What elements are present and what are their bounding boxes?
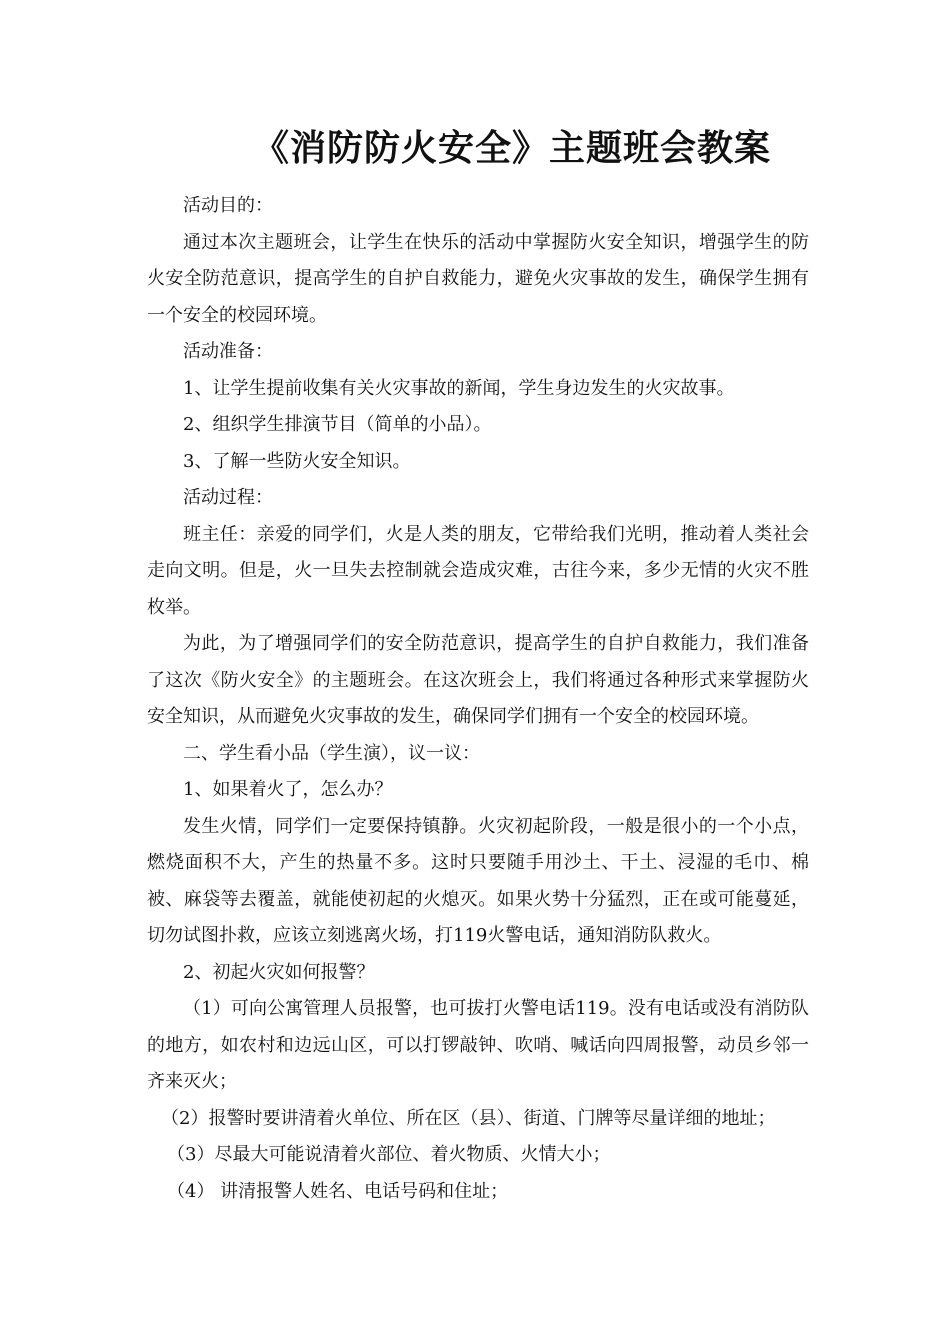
- paragraph: （3）尽最大可能说清着火部位、着火物质、火情大小；: [167, 1144, 611, 1165]
- document-title: 《消防防火安全》主题班会教案: [252, 128, 771, 169]
- paragraph: 2、组织学生排演节目（简单的小品）。: [183, 414, 492, 435]
- paragraph: 活动准备：: [183, 341, 273, 362]
- paragraph: 活动过程：: [183, 487, 273, 508]
- paragraph: 发生火情，同学们一定要保持镇静。火灾初起阶段，一般是很小的一个小点，燃烧面积不大，产生的热量不多。这时只要随手用沙土、干土、浸湿的毛巾、棉被、麻袋等去覆盖，就能使初起的火熄灭。如果火势十分猛烈，正在或可能蔓延，切勿试图扑救，应该立刻逃离火场，打119火警电话，通知消防队救火。: [147, 815, 809, 946]
- paragraph: 1、如果着火了，怎么办？: [183, 779, 393, 800]
- document-body: [147, 188, 809, 1210]
- paragraph: 为此，为了增强同学们的安全防范意识，提高学生的自护自救能力，我们准备了这次《防火安全》的主题班会。在这次班会上，我们将通过各种形式来掌握防火安全知识，从而避免火灾事故的发生，确保同学们拥有一个安全的校园环境。: [147, 633, 809, 727]
- paragraph: （1）可向公寓管理人员报警，也可拔打火警电话119。没有电话或没有消防队的地方，如农村和边远山区，可以打锣敲钟、吹哨、喊话向四周报警，动员乡邻一齐来灭火；: [147, 998, 809, 1092]
- paragraph: 通过本次主题班会，让学生在快乐的活动中掌握防火安全知识，增强学生的防火安全防范意识，提高学生的自护自救能力，避免火灾事故的发生，确保学生拥有一个安全的校园环境。: [147, 231, 809, 326]
- paragraph: 班主任：亲爱的同学们，火是人类的朋友，它带给我们光明，推动着人类社会走向文明。但是，火一旦失去控制就会造成灾难，古往今来，多少无情的火灾不胜枚举。: [147, 523, 809, 618]
- paragraph: 二、学生看小品（学生演），议一议：: [183, 742, 480, 764]
- paragraph: （4） 讲清报警人姓名、电话号码和住址；: [167, 1180, 509, 1202]
- paragraph: 活动目的：: [183, 195, 273, 216]
- paragraph: （2）报警时要讲清着火单位、所在区（县）、街道、门牌等尽量详细的地址；: [161, 1107, 776, 1129]
- paragraph: 1、让学生提前收集有关火灾事故的新闻，学生身边发生的火灾故事。: [183, 377, 735, 399]
- paragraph: 3、了解一些防火安全知识。: [183, 450, 411, 472]
- paragraph: 2、初起火灾如何报警？: [183, 961, 375, 983]
